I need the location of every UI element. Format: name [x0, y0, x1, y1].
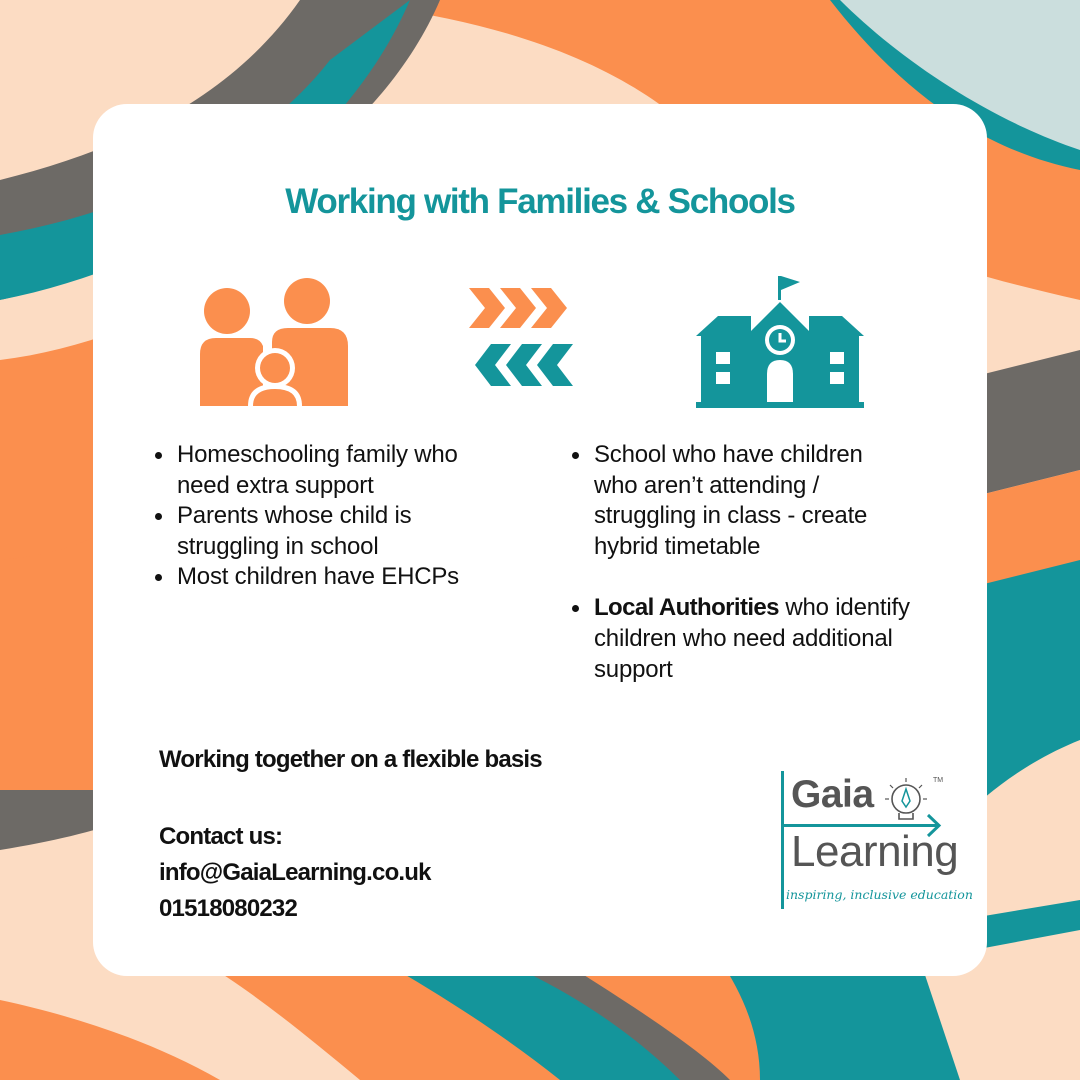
local-authorities-text: who identify children who need additional support [594, 594, 910, 683]
school-building-icon [696, 274, 864, 408]
page-title: Working with Families & Schools [285, 182, 795, 221]
list-item: Homeschooling family who need extra support [155, 440, 515, 501]
trademark-mark: TM [933, 777, 944, 784]
logo-tagline: inspiring, inclusive education [786, 887, 973, 902]
contact-heading: Contact us: [159, 823, 283, 850]
info-card [93, 104, 987, 976]
gaia-learning-logo [778, 769, 973, 919]
local-authorities-label: Local Authorities [594, 594, 779, 622]
exchange-arrows-icon [469, 288, 573, 386]
contact-email[interactable]: info@GaiaLearning.co.uk [159, 859, 431, 886]
list-item [572, 593, 912, 685]
schools-list [572, 440, 912, 685]
family-icon [200, 276, 348, 406]
logo-word-learning: Learning [791, 827, 959, 876]
contact-block [159, 819, 431, 927]
contact-phone[interactable]: 01518080232 [159, 895, 298, 922]
list-item: Parents whose child is struggling in school [155, 501, 515, 562]
tagline: Working together on a flexible basis [159, 746, 542, 773]
list-item: School who have children who aren’t attending / struggling in class - create hybrid timetable [572, 440, 912, 562]
list-item: Most children have EHCPs [155, 562, 515, 593]
logo-word-gaia: Gaia [791, 773, 874, 816]
families-list [155, 440, 515, 593]
